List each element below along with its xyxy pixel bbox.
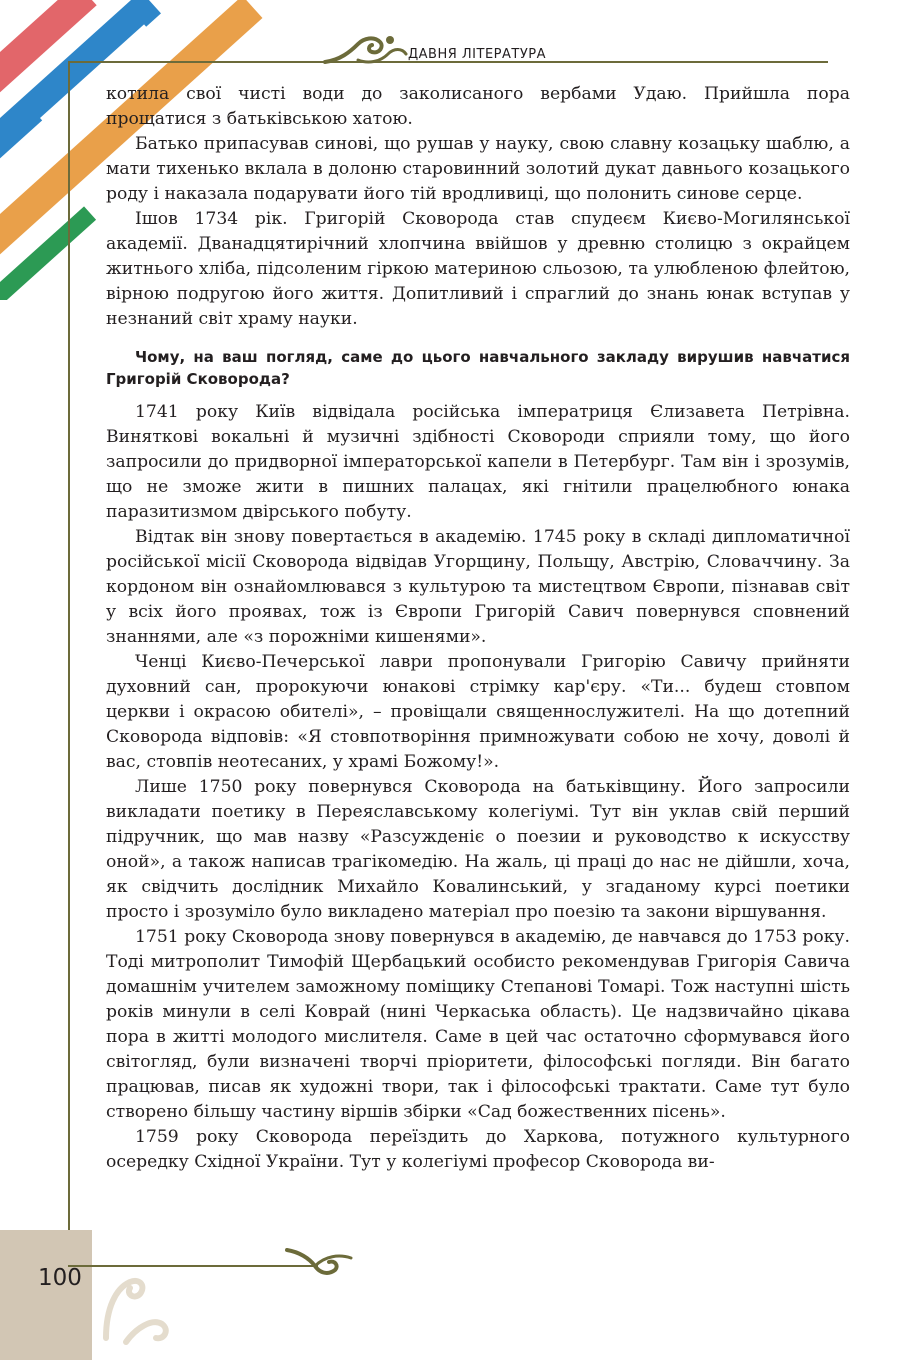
question-heading: Чому, на ваш погляд, саме до цього навчального закладу вирушив навчатися Григорій Сковорода? xyxy=(106,348,850,388)
paragraph: 1741 року Київ відвідала російська імператриця Єлизавета Петрівна. Виняткові вокальні й музичні здібності Сковороди сприяли тому, що його запросили до придворної імператорської капели в Петербург. Там він і зрозумів, що не зможе жити в пишних палацах, які гнітили працелюбного юнака паразитизмом двірського побуту. xyxy=(106,402,850,522)
paragraph: 1759 року Сковорода переїздить до Харкова, потужного культурного осередку Східної України. Тут у колегіумі професор Сковорода ви- xyxy=(106,1127,850,1172)
paragraph: Ченці Києво-Печерської лаври пропонували Григорію Савичу прийняти духовний сан, пророкуючи юнакові стрімку кар'єру. «Ти... будеш стовпом церкви і окрасою обителі», – провіщали священнослужителі. На що дотепний Сковорода відповів: «Я стовпотворіння примножувати собою не хочу, доволі й вас, стовпів неотесаних, у храмі Божому!». xyxy=(106,652,850,772)
page-corner-panel xyxy=(0,1230,92,1360)
frame-bottom-rule xyxy=(68,1265,318,1267)
paragraph: котила свої чисті води до заколисаного вербами Удаю. Прийшла пора прощатися з батьківською хатою. xyxy=(106,84,850,129)
paragraph: Відтак він знову повертається в академію. 1745 року в складі дипломатичної російської місії Сковорода відвідав Угорщину, Польщу, Австрію, Словаччину. За кордоном він ознайомлювався з культурою та мистецтвом Європи, пізнавав світ у всіх його проявах, тож із Європи Григорій Савич повернувся сповнений знаннями, але «з порожніми кишенями». xyxy=(106,527,850,647)
footer-ornament-icon xyxy=(285,1246,355,1280)
frame-top-rule xyxy=(68,61,828,63)
paragraph: Батько припасував синові, що рушав у науку, свою славну козацьку шаблю, а мати тихенько вклала в долоню старовинний золотий дукат давнього козацького роду і наказала подарувати його тій вродливиці, що полонить синове серце. xyxy=(106,134,850,204)
paragraph: 1751 року Сковорода знову повернувся в академію, де навчався до 1753 року. Тоді митрополит Тимофій Щербацький особисто рекомендував Григорія Савича домашнім учителем заможному поміщику Степанові Томарі. Тож наступні шість років минули в селі Коврай (нині Черкаська область). Це надзвичайно цікава пора в житті молодого мислителя. Саме в цей час остаточно сформувався його світогляд, були визначені творчі пріоритети, філософські погляди. Він багато працював, писав як художні твори, так і філософські трактати. Саме тут було створено більшу частину віршів збірки «Сад божественних пісень». xyxy=(106,927,851,1122)
frame-left-rule xyxy=(68,61,70,1266)
paragraph: Ішов 1734 рік. Григорій Сковорода став спудеєм Києво-Могилянської академії. Дванадцятирічний хлопчина ввійшов у древню столицю з окрайцем житнього хліба, підсоленим гіркою материною сльозою, та улюбленою флейтою, вірною подругою його життя. Допитливий і спраглий до знань юнак вступав у незнаний світ храму науки. xyxy=(106,209,850,329)
paragraph: Лише 1750 року повернувся Сковорода на батьківщину. Його запросили викладати поетику в Переяславському колегіумі. Тут він уклав свій перший підручник, що мав назву «Разсужденіє о поезии и руководство к искусству оной», а також написав трагікомедію. На жаль, ці праці до нас не дійшли, хоча, як свідчить дослідник Михайло Ковалинський, у згаданому курсі поетики просто і зрозуміло було викладено матеріал про поезію та закони віршування. xyxy=(106,777,850,922)
page-body xyxy=(106,82,850,1175)
header-ornament-icon xyxy=(320,30,410,74)
section-title: ДАВНЯ ЛІТЕРАТУРА xyxy=(408,47,546,62)
page-number: 100 xyxy=(38,1265,82,1291)
swirl-ornament-icon xyxy=(96,1268,176,1348)
